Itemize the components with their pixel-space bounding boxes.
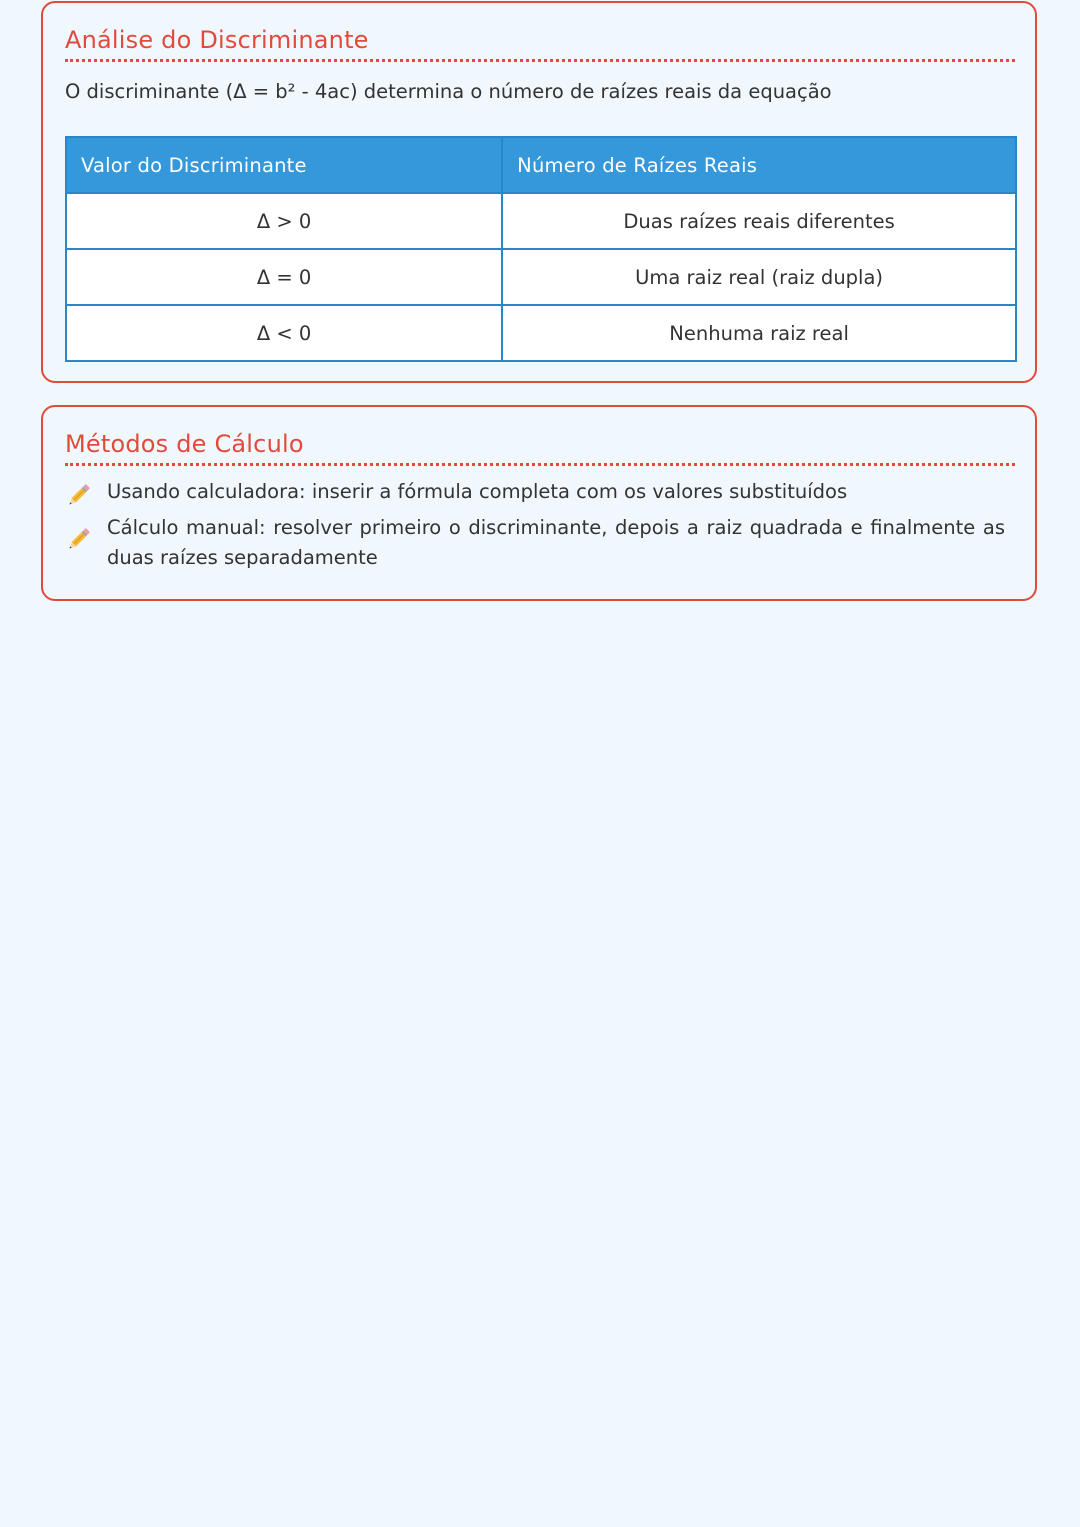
table-row — [66, 305, 1016, 361]
title-divider — [65, 463, 1015, 466]
list-item — [65, 513, 1005, 573]
pencil-icon — [65, 527, 91, 553]
discriminant-condition: Δ = 0 — [66, 249, 502, 305]
methods-title: Métodos de Cálculo — [65, 430, 304, 458]
discriminant-condition: Δ > 0 — [66, 193, 502, 249]
method-text-manual: Cálculo manual: resolver primeiro o discriminante, depois a raiz quadrada e finalmente as duas raízes separadamente — [107, 516, 1005, 569]
discriminant-title: Análise do Discriminante — [65, 26, 369, 54]
title-divider — [65, 59, 1015, 62]
table-header-row — [66, 137, 1016, 193]
discriminant-intro: O discriminante (Δ = b² - 4ac) determina o número de raízes reais da equação — [65, 80, 832, 103]
table-row — [66, 249, 1016, 305]
column-header-real-roots: Número de Raízes Reais — [502, 137, 1016, 193]
list-item — [65, 477, 1005, 509]
methods-list — [65, 477, 1005, 577]
roots-description: Duas raízes reais diferentes — [502, 193, 1016, 249]
discriminant-condition: Δ < 0 — [66, 305, 502, 361]
discriminant-table — [65, 136, 1017, 362]
column-header-discriminant-value: Valor do Discriminante — [66, 137, 502, 193]
pencil-icon — [65, 483, 91, 509]
discriminant-card — [41, 1, 1037, 383]
methods-card — [41, 405, 1037, 601]
roots-description: Uma raiz real (raiz dupla) — [502, 249, 1016, 305]
method-text-calculator: Usando calculadora: inserir a fórmula completa com os valores substituídos — [107, 480, 848, 503]
roots-description: Nenhuma raiz real — [502, 305, 1016, 361]
table-row — [66, 193, 1016, 249]
